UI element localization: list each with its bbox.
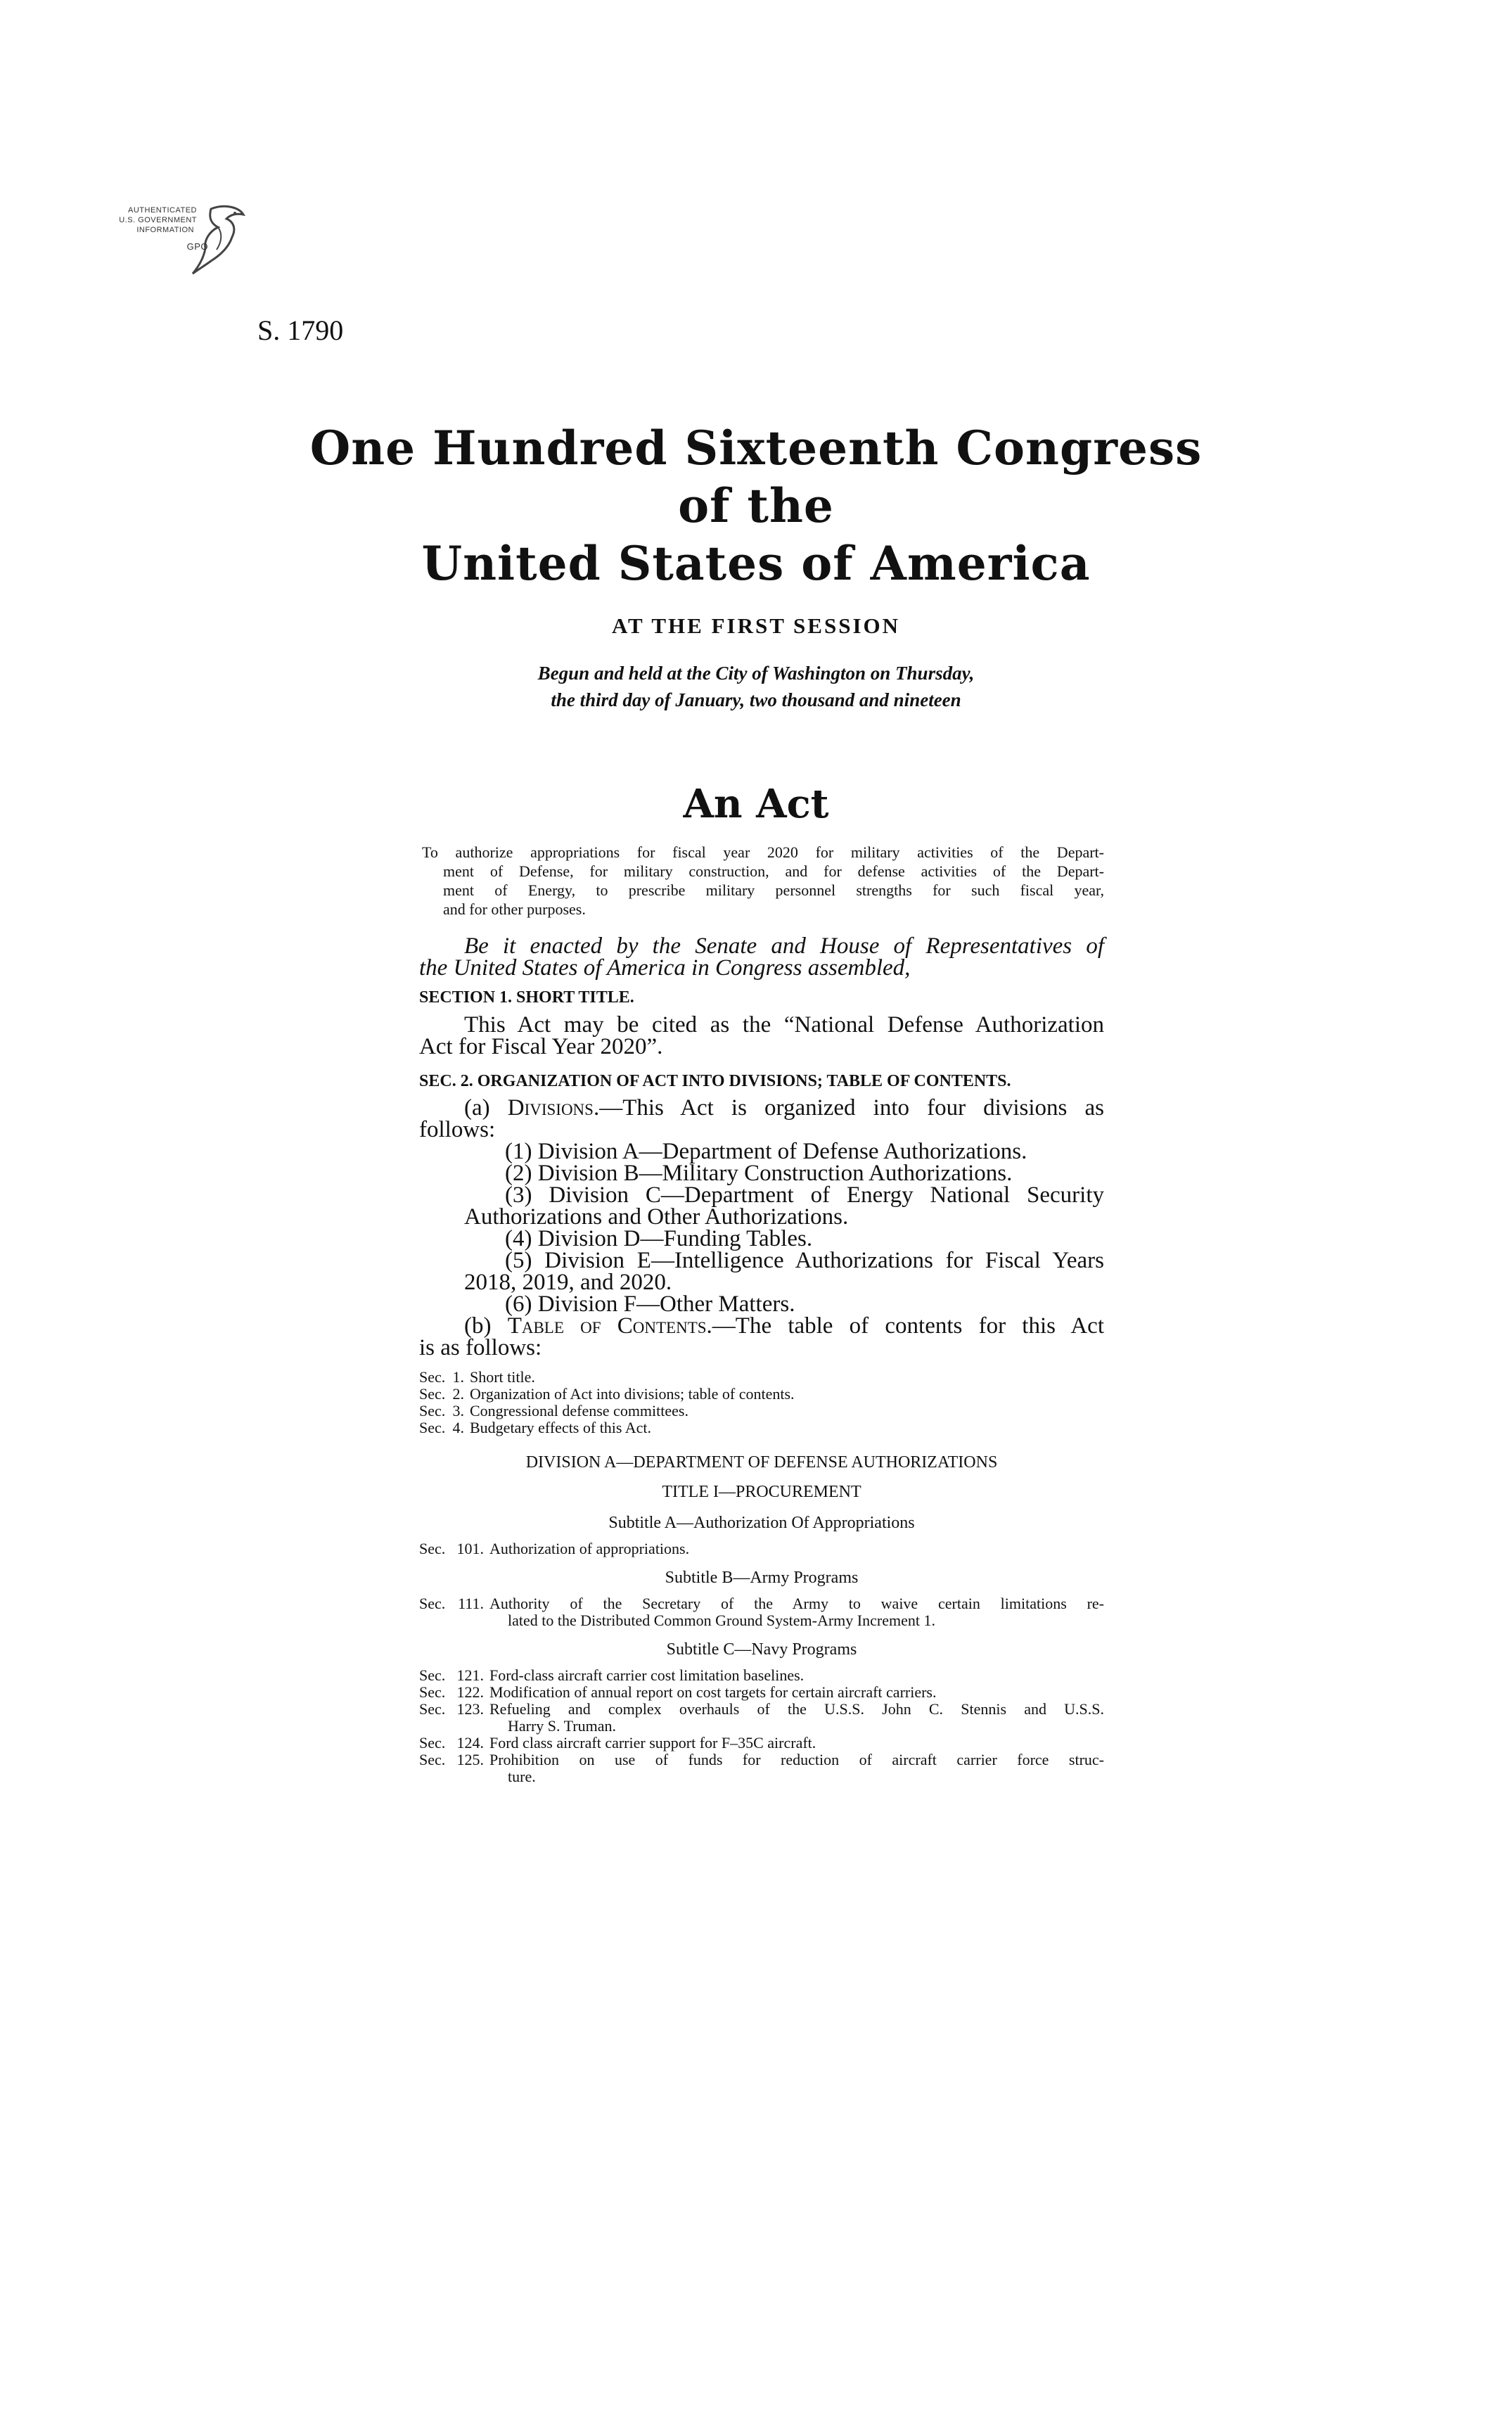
seal-text-government: U.S. GOVERNMENT (119, 216, 197, 224)
toc-title-i-heading: TITLE I—PROCUREMENT (662, 1483, 861, 1501)
section-1-line: This Act may be cited as the “National Defense Authorization (464, 1012, 1104, 1038)
subsection-b-text: .—The table of contents for this Act (706, 1313, 1105, 1339)
toc-general-list (419, 1369, 1104, 1436)
subsection-a-text: .—This Act is organized into four divisions as (593, 1095, 1104, 1121)
toc-sec-title: Modification of annual report on cost targets for certain aircraft carriers. (489, 1683, 937, 1701)
toc-sec-label: Sec. (419, 1595, 446, 1612)
toc-division-a-heading: DIVISION A—DEPARTMENT OF DEFENSE AUTHORIZATIONS (525, 1453, 998, 1472)
toc-sec-label: Sec. (419, 1419, 446, 1436)
toc-title-line-continued: ture. (508, 1768, 536, 1785)
toc-sec-title: Short title. (470, 1368, 535, 1386)
toc-sec-title: Authorization of appropriations. (489, 1540, 690, 1557)
toc-sec-label: Sec. (419, 1368, 446, 1386)
toc-sec-label: Sec. (419, 1666, 446, 1684)
toc-row (419, 1540, 1104, 1557)
division-item: (1) Division A—Department of Defense Authorizations. (505, 1139, 1027, 1164)
toc-sec-title: Ford-class aircraft carrier cost limitation baselines. (489, 1666, 805, 1684)
enacting-clause (419, 933, 1104, 981)
toc-sec-number: 124. (456, 1734, 484, 1752)
section-1-line: Act for Fiscal Year 2020”. (419, 1034, 663, 1059)
toc-sec-title: Ford class aircraft carrier support for F–35C aircraft. (489, 1734, 816, 1752)
toc-title-line: Refueling and complex overhauls of the U.S.S. John C. Stennis and U.S.S. (489, 1700, 1104, 1718)
seal-text-information: INFORMATION (136, 226, 194, 234)
toc-sec-label: Sec. (419, 1540, 446, 1557)
toc-title-line-continued: lated to the Distributed Common Ground System-Army Increment 1. (508, 1612, 935, 1629)
division-item: (5) Division E—Intelligence Authorizations for Fiscal Years (505, 1248, 1104, 1273)
purpose-line: ment of Energy, to prescribe military personnel strengths for such fiscal year, (443, 881, 1104, 899)
subsection-b-label: (b) (464, 1313, 508, 1339)
subsection-a-label: (a) (464, 1095, 508, 1121)
toc-row (419, 1752, 1104, 1785)
toc-sec-number: 122. (456, 1683, 484, 1701)
toc-subtitle-b-list (419, 1595, 1104, 1629)
toc-sec-label: Sec. (419, 1402, 446, 1419)
seal-text-gpo: GPO (186, 241, 208, 252)
gpo-authentication-seal (105, 200, 253, 281)
bill-number: S. 1790 (257, 314, 344, 346)
congress-title-line-1: One Hundred Sixteenth Congress (309, 421, 1203, 476)
begun-line-1: Begun and held at the City of Washington on Thursday, (537, 663, 975, 684)
toc-sec-number: 101. (456, 1540, 484, 1557)
toc-subtitle-a-heading: Subtitle A—Authorization Of Appropriations (608, 1514, 915, 1532)
purpose-paragraph (422, 843, 1104, 919)
divisions-intro-line (464, 1097, 1104, 1119)
toc-row (419, 1386, 1104, 1403)
toc-row (419, 1684, 1104, 1701)
toc-sec-label: Sec. (419, 1385, 446, 1403)
toc-sec-label: Sec. (419, 1751, 446, 1768)
toc-sec-label: Sec. (419, 1734, 446, 1752)
toc-row (419, 1701, 1104, 1735)
division-item: (6) Division F—Other Matters. (505, 1291, 795, 1317)
enacting-line: the United States of America in Congress assembled, (419, 955, 911, 981)
division-item: (4) Division D—Funding Tables. (505, 1226, 813, 1251)
division-item-continued: 2018, 2019, and 2020. (464, 1270, 672, 1295)
toc-row (419, 1369, 1104, 1386)
purpose-line: ment of Defense, for military construction, and for defense activities of the Depart- (443, 862, 1104, 880)
toc-title-line: Authority of the Secretary of the Army to waive certain limitations re- (489, 1595, 1104, 1612)
toc-sec-number: 111. (458, 1595, 484, 1612)
toc-row (419, 1667, 1104, 1684)
toc-sec-label: Sec. (419, 1683, 446, 1701)
division-item-continued: Authorizations and Other Authorizations. (464, 1204, 849, 1230)
toc-row (419, 1419, 1104, 1436)
section-1-heading: SECTION 1. SHORT TITLE. (419, 988, 634, 1007)
divisions-intro-line-2: follows: (419, 1117, 496, 1142)
toc-title-line-continued: Harry S. Truman. (508, 1717, 617, 1735)
seal-text-authenticated: AUTHENTICATED (128, 206, 197, 215)
subsection-a-caption: Divisions (507, 1095, 594, 1121)
toc-sec-title: Budgetary effects of this Act. (470, 1419, 652, 1436)
division-item: (2) Division B—Military Construction Authorizations. (505, 1161, 1013, 1186)
toc-sec-title: Congressional defense committees. (470, 1402, 688, 1419)
purpose-line: To authorize appropriations for fiscal year 2020 for military activities of the Depart- (422, 843, 1104, 861)
section-2-text (419, 1097, 1104, 1359)
toc-intro-line (464, 1315, 1104, 1337)
toc-subtitle-a-list (419, 1540, 1104, 1557)
congress-title-line-2: of the (678, 478, 834, 533)
toc-title-line: Prohibition on use of funds for reduction of aircraft carrier force struc- (489, 1751, 1104, 1768)
toc-sec-number: 2. (452, 1385, 464, 1403)
toc-sec-title (489, 1752, 1104, 1785)
toc-sec-title (489, 1595, 1104, 1629)
toc-sec-label: Sec. (419, 1700, 446, 1718)
division-item: (3) Division C—Department of Energy National Security (505, 1182, 1104, 1208)
congress-title-line-3: United States of America (421, 536, 1091, 591)
toc-sec-title (489, 1701, 1104, 1735)
toc-row (419, 1735, 1104, 1752)
toc-intro-line-2: is as follows: (419, 1335, 542, 1360)
toc-sec-number: 125. (456, 1751, 484, 1768)
subsection-b-caption: Table of Contents (507, 1313, 707, 1339)
toc-sec-number: 1. (452, 1368, 464, 1386)
toc-sec-number: 4. (452, 1419, 464, 1436)
act-heading: An Act (683, 781, 829, 827)
toc-subtitle-c-heading: Subtitle C—Navy Programs (666, 1640, 857, 1659)
enacting-line: Be it enacted by the Senate and House of Representatives of (464, 933, 1104, 959)
toc-subtitle-c-list (419, 1667, 1104, 1785)
section-2-heading: SEC. 2. ORGANIZATION OF ACT INTO DIVISIONS; TABLE OF CONTENTS. (419, 1072, 1011, 1090)
toc-row (419, 1403, 1104, 1419)
toc-row (419, 1595, 1104, 1629)
begun-line-2: the third day of January, two thousand and nineteen (551, 689, 961, 710)
section-1-text (419, 1014, 1104, 1058)
session-heading: AT THE FIRST SESSION (611, 613, 901, 638)
toc-sec-title: Organization of Act into divisions; table of contents. (470, 1385, 795, 1403)
purpose-line: and for other purposes. (443, 900, 586, 918)
toc-sec-number: 123. (456, 1700, 484, 1718)
toc-sec-number: 3. (452, 1402, 464, 1419)
toc-subtitle-b-heading: Subtitle B—Army Programs (665, 1569, 859, 1587)
toc-sec-number: 121. (456, 1666, 484, 1684)
